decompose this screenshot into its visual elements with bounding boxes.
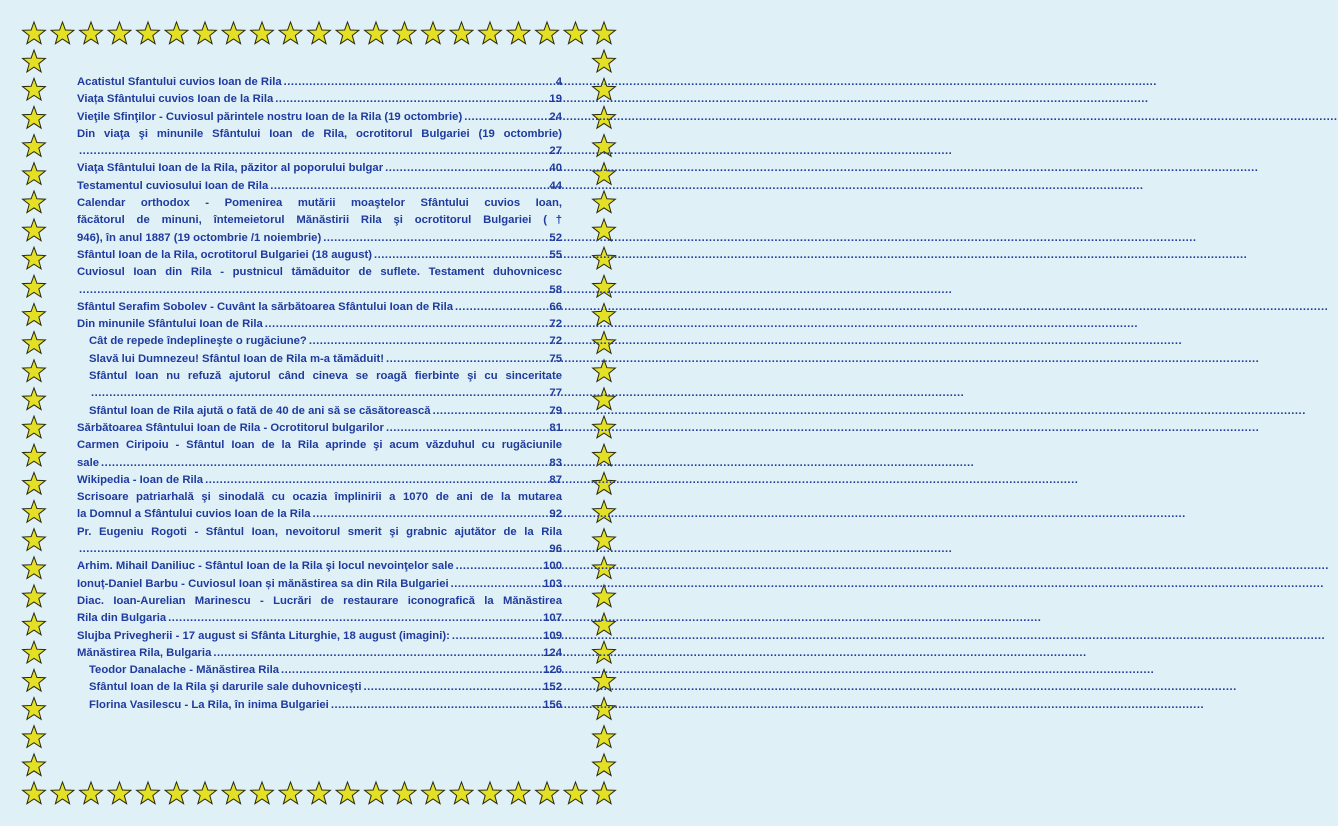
toc-entry[interactable] (77, 593, 562, 628)
toc-entry-title: Cât de repede îndeplineşte o rugăciune? (89, 335, 307, 348)
dot-leader (265, 316, 548, 333)
toc-entry-title: Cuviosul Ioan din Rila - pustnicul tămăduitor de suflete. Testament duhovnicesc (77, 266, 562, 279)
dot-leader (213, 645, 541, 662)
toc-page-number: 66 (549, 300, 562, 313)
dot-leader (275, 91, 547, 108)
star-icon (564, 782, 587, 804)
toc-entry-title: Sfântul Ioan de la Rila, ocrotitorul Bulgariei (18 august) (77, 248, 373, 261)
star-icon (507, 22, 530, 44)
star-icon (23, 219, 46, 241)
toc-entry-title: Viața Sfântului cuvios Ioan de la Rila (77, 93, 274, 106)
toc-entry[interactable] (77, 160, 562, 177)
toc-page-number: 75 (549, 352, 562, 365)
star-icon (23, 360, 46, 382)
star-icon (23, 50, 46, 72)
star-icon (23, 472, 46, 494)
star-icon (137, 22, 160, 44)
star-icon (422, 22, 445, 44)
star-icon (336, 782, 359, 804)
dot-leader (363, 679, 541, 696)
dot-leader (79, 282, 547, 299)
toc-entry[interactable] (77, 91, 562, 108)
toc-entry[interactable] (77, 195, 562, 247)
toc-entry[interactable] (77, 247, 562, 264)
star-icon (137, 782, 160, 804)
dot-leader (451, 576, 542, 593)
toc-entry[interactable] (77, 679, 562, 696)
toc-entry[interactable] (77, 351, 562, 368)
toc-entry-title: Wikipedia - Ioan de Rila (77, 473, 204, 486)
star-icon (564, 22, 587, 44)
star-icon (507, 782, 530, 804)
star-icon (593, 782, 616, 804)
toc-entry[interactable] (77, 628, 562, 645)
star-icon (23, 557, 46, 579)
star-icon (479, 22, 502, 44)
dot-leader (91, 385, 547, 402)
toc-entry[interactable] (77, 264, 562, 299)
star-icon (422, 782, 445, 804)
toc-page-number: 79 (549, 404, 562, 417)
toc-entry-title: făcătorul de minuni, întemeietorul Mănăstirii Rila şi ocrotitorul Bulgariei († (77, 214, 562, 227)
star-icon (222, 22, 245, 44)
star-icon (308, 782, 331, 804)
star-icon (23, 501, 46, 523)
toc-entry[interactable] (77, 299, 562, 316)
star-icon (593, 22, 616, 44)
toc-page-number: 109 (543, 629, 562, 642)
toc-entry-title: Mănăstirea Rila, Bulgaria (77, 646, 212, 659)
star-icon (222, 782, 245, 804)
star-icon (279, 22, 302, 44)
toc-entry-title: 946), în anul 1887 (19 octombrie /1 noiembrie) (77, 231, 322, 244)
star-icon (393, 782, 416, 804)
dot-leader (309, 333, 548, 350)
toc-entry-title: Viaţa Sfântului Ioan de la Rila, păzitor al poporului bulgar (77, 162, 384, 175)
toc-entry-title: Calendar orthodox - Pomenirea mutării moaştelor Sfântului cuvios Ioan, (77, 197, 562, 210)
toc-page-number: 40 (549, 162, 562, 175)
star-icon (51, 782, 74, 804)
star-icon (51, 22, 74, 44)
toc-entry-title: Sfântul Serafim Sobolev - Cuvânt la sărbătoarea Sfântului Ioan de Rila (77, 300, 454, 313)
star-icon (108, 22, 131, 44)
star-icon (23, 726, 46, 748)
star-icon (165, 22, 188, 44)
toc-entry[interactable] (77, 126, 562, 161)
star-icon (23, 163, 46, 185)
dot-leader (313, 506, 548, 523)
toc-entry-title: Teodor Danalache - Mănăstirea Rila (89, 664, 280, 677)
star-icon (194, 782, 217, 804)
toc-entry-title: Sfântul Ioan de la Rila şi darurile sale duhovniceşti (89, 681, 362, 694)
dot-leader (101, 455, 547, 472)
toc-page-number: 100 (543, 560, 562, 573)
toc-entry[interactable] (77, 697, 562, 714)
star-icon (23, 106, 46, 128)
star-icon (80, 782, 103, 804)
toc-page-number: 52 (549, 231, 562, 244)
toc-entry[interactable] (77, 178, 562, 195)
dot-leader (452, 628, 541, 645)
star-icon (23, 754, 46, 776)
toc-page-number: 72 (549, 335, 562, 348)
dot-leader (284, 74, 554, 91)
toc-page-number: 44 (549, 179, 562, 192)
toc-entry[interactable] (77, 403, 562, 420)
toc-entry-title: Din minunile Sfântului Ioan de Rila (77, 318, 263, 331)
star-icon (479, 782, 502, 804)
toc-entry-title: Diac. Ioan-Aurelian Marinescu - Lucrări de restaurare iconografică la Mănăstirea (77, 594, 562, 607)
toc-entry[interactable] (77, 316, 562, 333)
star-icon (23, 388, 46, 410)
toc-page-number: 4 (555, 76, 562, 88)
toc-entry[interactable] (77, 333, 562, 350)
dot-leader (455, 299, 547, 316)
toc-page-number: 81 (549, 421, 562, 434)
toc-entry[interactable] (77, 524, 562, 559)
star-icon (165, 782, 188, 804)
dot-leader (374, 247, 547, 264)
star-icon (593, 754, 616, 776)
toc-entry[interactable] (77, 645, 562, 662)
toc-page-number: 87 (549, 473, 562, 486)
toc-entry-title: la Domnul a Sfântului cuvios Ioan de la Rila (77, 508, 311, 521)
toc-entry-title: Sfântul Ioan de Rila ajută o fată de 40 de ani să se căsătorească (89, 404, 431, 417)
toc-entry-title: sale (77, 456, 99, 469)
star-icon (23, 416, 46, 438)
star-icon (365, 782, 388, 804)
star-icon (23, 135, 46, 157)
star-icon (23, 641, 46, 663)
toc-entry[interactable] (77, 109, 562, 126)
star-icon (23, 22, 46, 44)
star-icon (23, 529, 46, 551)
toc-page-number: 83 (549, 456, 562, 469)
dot-leader (433, 403, 548, 420)
toc-entry-title: Vieţile Sfinţilor - Cuviosul părintele nostru Ioan de la Rila (19 octombrie) (77, 110, 463, 123)
star-icon (536, 782, 559, 804)
star-icon (393, 22, 416, 44)
toc-entry-title: Carmen Ciripoiu - Sfântul Ioan de la Rila aprinde şi acum văzduhul cu rugăciunile (77, 439, 562, 452)
dot-leader (79, 143, 547, 160)
toc-page-number: 27 (549, 145, 562, 158)
dot-leader (456, 558, 542, 575)
star-icon (23, 304, 46, 326)
star-icon (23, 332, 46, 354)
toc-entry-title: Slavă lui Dumnezeu! Sfântul Ioan de Rila m-a tămăduit! (89, 352, 385, 365)
toc-page-number: 107 (543, 612, 562, 625)
star-icon (336, 22, 359, 44)
star-icon (450, 782, 473, 804)
toc-entry-title: Din viaţa şi minunile Sfântului Ioan de Rila, ocrotitorul Bulgariei (19 octombrie) (77, 127, 562, 140)
star-icon (23, 585, 46, 607)
star-icon (365, 22, 388, 44)
toc-entry[interactable] (77, 74, 562, 91)
dot-leader (323, 230, 547, 247)
star-icon (279, 782, 302, 804)
toc-entry-title: Arhim. Mihail Daniliuc - Sfântul Ioan de la Rila şi locul nevoinţelor sale (77, 560, 454, 573)
toc-entry-title: Pr. Eugeniu Rogoti - Sfântul Ioan, nevoitorul smerit şi grabnic ajutător de la Rila (77, 525, 562, 538)
star-icon (108, 782, 131, 804)
star-icon (308, 22, 331, 44)
dot-leader (386, 420, 547, 437)
star-icon (23, 247, 46, 269)
toc-page-number: 77 (549, 387, 562, 400)
star-icon (23, 191, 46, 213)
star-icon (23, 78, 46, 100)
toc-page-number: 103 (543, 577, 562, 590)
toc-entry[interactable] (77, 437, 562, 472)
dot-leader (386, 351, 547, 368)
toc-page-number: 92 (549, 508, 562, 521)
dot-leader (270, 178, 547, 195)
star-icon (23, 782, 46, 804)
star-icon (23, 669, 46, 691)
star-icon (251, 782, 274, 804)
toc-entry-title: Sfântul Ioan nu refuză ajutorul când cineva se roagă fierbinte şi cu sinceritate (89, 370, 562, 383)
toc-entry-title: Acatistul Sfantului cuvios Ioan de Rila (77, 76, 282, 88)
toc-entry[interactable] (77, 472, 562, 489)
toc-entry-title: Scrisoare patriarhală şi sinodală cu ocazia împlinirii a 1070 de ani de la mutarea (77, 491, 562, 504)
toc-entry[interactable] (77, 420, 562, 437)
dot-leader (385, 160, 547, 177)
table-of-contents (77, 74, 562, 714)
toc-page-number: 96 (549, 543, 562, 556)
toc-entry[interactable] (77, 576, 562, 593)
toc-entry[interactable] (77, 558, 562, 575)
toc-entry-title: Ionuț-Daniel Barbu - Cuviosul Ioan și mănăstirea sa din Rila Bulgariei (77, 577, 449, 590)
dot-leader (205, 472, 547, 489)
star-icon (536, 22, 559, 44)
toc-page-number: 152 (543, 681, 562, 694)
toc-entry[interactable] (77, 489, 562, 524)
dot-leader (331, 697, 541, 714)
star-icon (80, 22, 103, 44)
star-icon (194, 22, 217, 44)
toc-entry-title: Florina Vasilescu - La Rila, în inima Bulgariei (89, 698, 329, 711)
star-icon (593, 726, 616, 748)
toc-entry[interactable] (77, 368, 562, 403)
toc-entry-title: Slujba Privegherii - 17 august si Sfânta Liturghie, 18 august (imagini): (77, 629, 450, 642)
dot-leader (464, 109, 547, 126)
star-icon (593, 50, 616, 72)
star-icon (23, 698, 46, 720)
toc-page-number: 55 (549, 248, 562, 261)
toc-page-number: 156 (543, 698, 562, 711)
dot-leader (281, 662, 541, 679)
toc-entry-title: Testamentul cuviosului Ioan de Rila (77, 179, 269, 192)
toc-page-number: 19 (549, 93, 562, 106)
dot-leader (168, 610, 541, 627)
toc-page-number: 24 (549, 110, 562, 123)
star-icon (23, 444, 46, 466)
toc-entry[interactable] (77, 662, 562, 679)
star-icon (450, 22, 473, 44)
toc-entry-title: Rila din Bulgaria (77, 612, 167, 625)
star-icon (23, 613, 46, 635)
toc-page-number: 126 (543, 664, 562, 677)
toc-entry-title: Sărbătoarea Sfântului Ioan de Rila - Ocrotitorul bulgarilor (77, 421, 384, 434)
dot-leader (79, 541, 547, 558)
star-icon (593, 191, 616, 213)
toc-page-number: 72 (549, 318, 562, 331)
star-icon (251, 22, 274, 44)
star-icon (23, 275, 46, 297)
toc-page-number: 124 (543, 646, 562, 659)
toc-page-number: 58 (549, 283, 562, 296)
